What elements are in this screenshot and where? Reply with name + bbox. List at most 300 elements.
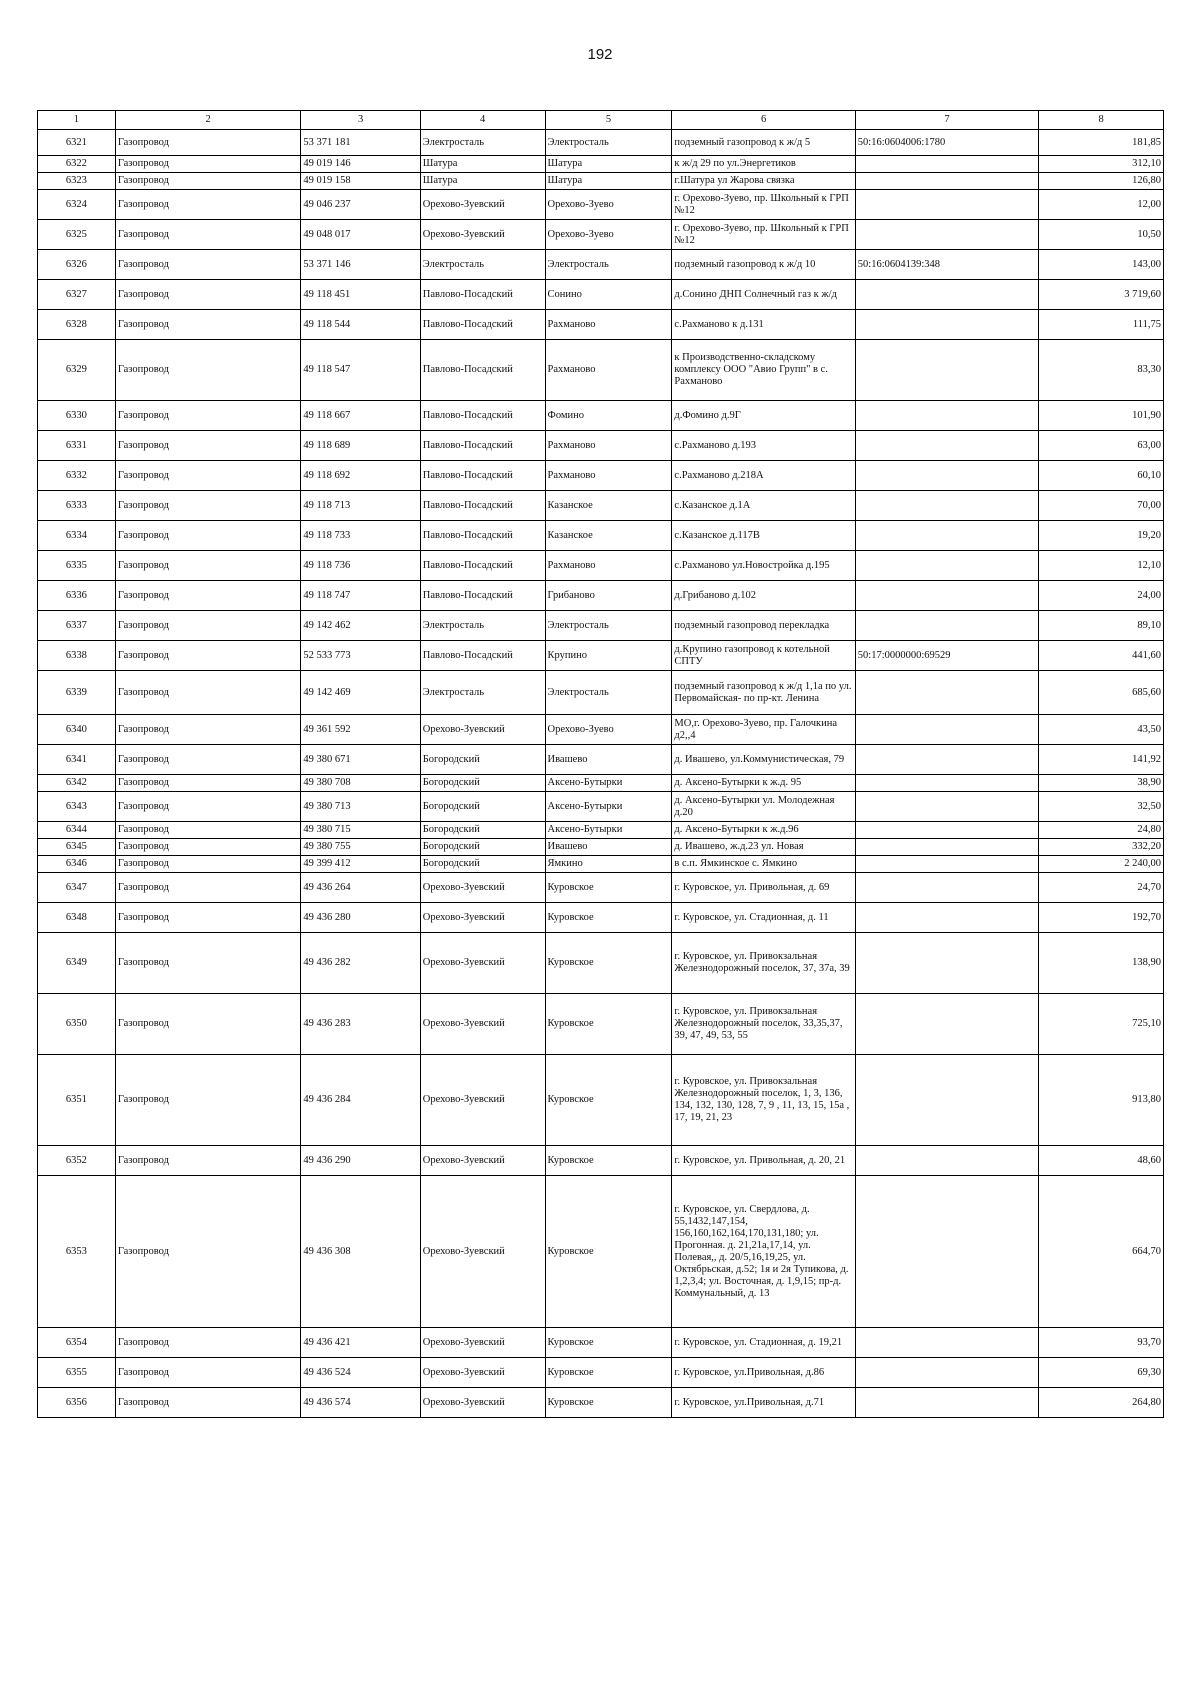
cell-number: 6323: [38, 173, 116, 190]
cell-length: 48,60: [1039, 1146, 1164, 1176]
cell-length: 725,10: [1039, 994, 1164, 1055]
cell-district: Павлово-Посадский: [420, 431, 545, 461]
cell-locality: Ивашево: [545, 839, 672, 856]
cell-type: Газопровод: [115, 715, 301, 745]
cell-address: с.Рахманово д.218А: [672, 461, 855, 491]
cell-cadastral: [855, 792, 1038, 822]
cell-locality: Шатура: [545, 156, 672, 173]
cell-length: 19,20: [1039, 521, 1164, 551]
page-number: 192: [587, 46, 613, 63]
cell-district: Павлово-Посадский: [420, 310, 545, 340]
cell-cadastral: [855, 822, 1038, 839]
cell-type: Газопровод: [115, 340, 301, 401]
cell-code: 49 118 544: [301, 310, 420, 340]
table-row: [38, 220, 1164, 250]
cell-locality: Куровское: [545, 1388, 672, 1418]
cell-address: подземный газопровод к ж/д 10: [672, 250, 855, 280]
cell-code: 49 019 146: [301, 156, 420, 173]
cell-district: Электросталь: [420, 611, 545, 641]
cell-type: Газопровод: [115, 173, 301, 190]
cell-cadastral: [855, 775, 1038, 792]
cell-district: Богородский: [420, 856, 545, 873]
cell-district: Богородский: [420, 822, 545, 839]
registry-table: [37, 110, 1164, 1418]
cell-length: 192,70: [1039, 903, 1164, 933]
cell-address: к Производственно-складскому комплексу ООО "Авио Групп" в с. Рахманово: [672, 340, 855, 401]
cell-code: 49 019 158: [301, 173, 420, 190]
cell-cadastral: 50:17:0000000:69529: [855, 641, 1038, 671]
cell-locality: Электросталь: [545, 130, 672, 156]
cell-cadastral: [855, 839, 1038, 856]
cell-district: Электросталь: [420, 130, 545, 156]
table-row: [38, 775, 1164, 792]
column-header-7: 7: [855, 111, 1038, 130]
cell-address: подземный газопровод к ж/д 1,1а по ул. Первомайская- по пр-кт. Ленина: [672, 671, 855, 715]
cell-code: 49 361 592: [301, 715, 420, 745]
cell-number: 6337: [38, 611, 116, 641]
cell-address: г. Куровское, ул. Привольная, д. 69: [672, 873, 855, 903]
cell-district: Павлово-Посадский: [420, 491, 545, 521]
table-row: [38, 431, 1164, 461]
cell-cadastral: [855, 1328, 1038, 1358]
table-row: [38, 792, 1164, 822]
cell-type: Газопровод: [115, 839, 301, 856]
cell-length: 43,50: [1039, 715, 1164, 745]
cell-locality: Орехово-Зуево: [545, 220, 672, 250]
cell-type: Газопровод: [115, 491, 301, 521]
cell-locality: Электросталь: [545, 250, 672, 280]
cell-district: Богородский: [420, 775, 545, 792]
cell-cadastral: 50:16:0604006:1780: [855, 130, 1038, 156]
table-body: [38, 130, 1164, 1418]
cell-locality: Аксено-Бутырки: [545, 792, 672, 822]
cell-code: 49 118 692: [301, 461, 420, 491]
cell-cadastral: [855, 401, 1038, 431]
cell-number: 6345: [38, 839, 116, 856]
table-row: [38, 903, 1164, 933]
cell-length: 685,60: [1039, 671, 1164, 715]
cell-address: д.Крупино газопровод к котельной СПТУ: [672, 641, 855, 671]
cell-code: 49 048 017: [301, 220, 420, 250]
cell-code: 53 371 146: [301, 250, 420, 280]
cell-number: 6324: [38, 190, 116, 220]
cell-type: Газопровод: [115, 745, 301, 775]
cell-code: 49 118 547: [301, 340, 420, 401]
cell-cadastral: [855, 671, 1038, 715]
cell-code: 49 436 264: [301, 873, 420, 903]
table-row: [38, 340, 1164, 401]
cell-length: 441,60: [1039, 641, 1164, 671]
cell-district: Орехово-Зуевский: [420, 190, 545, 220]
cell-address: д.Фомино д.9Г: [672, 401, 855, 431]
table-row: [38, 611, 1164, 641]
cell-cadastral: [855, 521, 1038, 551]
cell-number: 6350: [38, 994, 116, 1055]
cell-number: 6348: [38, 903, 116, 933]
cell-type: Газопровод: [115, 431, 301, 461]
cell-length: 3 719,60: [1039, 280, 1164, 310]
cell-district: Павлово-Посадский: [420, 521, 545, 551]
cell-code: 49 118 713: [301, 491, 420, 521]
cell-type: Газопровод: [115, 130, 301, 156]
cell-address: г. Куровское, ул. Стадионная, д. 11: [672, 903, 855, 933]
cell-length: 83,30: [1039, 340, 1164, 401]
cell-cadastral: [855, 310, 1038, 340]
table-row: [38, 130, 1164, 156]
table-row: [38, 401, 1164, 431]
cell-type: Газопровод: [115, 1176, 301, 1328]
column-header-1: 1: [38, 111, 116, 130]
cell-length: 12,00: [1039, 190, 1164, 220]
cell-address: с.Казанское д.117В: [672, 521, 855, 551]
cell-cadastral: [855, 551, 1038, 581]
cell-locality: Ямкино: [545, 856, 672, 873]
cell-address: подземный газопровод перекладка: [672, 611, 855, 641]
cell-address: г.Шатура ул Жарова связка: [672, 173, 855, 190]
cell-code: 49 142 462: [301, 611, 420, 641]
cell-code: 49 380 708: [301, 775, 420, 792]
cell-district: Орехово-Зуевский: [420, 903, 545, 933]
cell-number: 6336: [38, 581, 116, 611]
cell-type: Газопровод: [115, 856, 301, 873]
cell-address: МО,г. Орехово-Зуево, пр. Галочкина д2,,4: [672, 715, 855, 745]
cell-locality: Электросталь: [545, 671, 672, 715]
cell-code: 53 371 181: [301, 130, 420, 156]
cell-cadastral: [855, 611, 1038, 641]
cell-district: Павлово-Посадский: [420, 280, 545, 310]
cell-district: Богородский: [420, 745, 545, 775]
cell-district: Шатура: [420, 173, 545, 190]
cell-code: 49 118 667: [301, 401, 420, 431]
cell-code: 49 436 421: [301, 1328, 420, 1358]
cell-code: 49 380 755: [301, 839, 420, 856]
cell-length: 63,00: [1039, 431, 1164, 461]
cell-cadastral: [855, 491, 1038, 521]
cell-number: 6338: [38, 641, 116, 671]
table-row: [38, 461, 1164, 491]
cell-type: Газопровод: [115, 611, 301, 641]
column-header-3: 3: [301, 111, 420, 130]
cell-locality: Сонино: [545, 280, 672, 310]
cell-locality: Рахманово: [545, 551, 672, 581]
cell-code: 49 436 524: [301, 1358, 420, 1388]
cell-cadastral: 50:16:0604139:348: [855, 250, 1038, 280]
cell-code: 49 436 308: [301, 1176, 420, 1328]
cell-cadastral: [855, 280, 1038, 310]
cell-length: 24,00: [1039, 581, 1164, 611]
cell-address: д.Сонино ДНП Солнечный газ к ж/д: [672, 280, 855, 310]
cell-number: 6355: [38, 1358, 116, 1388]
cell-address: г. Орехово-Зуево, пр. Школьный к ГРП №12: [672, 190, 855, 220]
cell-address: г. Куровское, ул.Привольная, д.86: [672, 1358, 855, 1388]
cell-type: Газопровод: [115, 401, 301, 431]
cell-district: Орехово-Зуевский: [420, 1146, 545, 1176]
cell-code: 52 533 773: [301, 641, 420, 671]
cell-code: 49 436 280: [301, 903, 420, 933]
cell-cadastral: [855, 156, 1038, 173]
cell-locality: Рахманово: [545, 340, 672, 401]
cell-address: д. Ивашево, ул.Коммунистическая, 79: [672, 745, 855, 775]
cell-cadastral: [855, 745, 1038, 775]
cell-district: Орехово-Зуевский: [420, 1176, 545, 1328]
table-row: [38, 310, 1164, 340]
cell-number: 6335: [38, 551, 116, 581]
cell-district: Павлово-Посадский: [420, 461, 545, 491]
cell-locality: Куровское: [545, 873, 672, 903]
cell-type: Газопровод: [115, 461, 301, 491]
cell-code: 49 380 713: [301, 792, 420, 822]
cell-number: 6326: [38, 250, 116, 280]
cell-locality: Ивашево: [545, 745, 672, 775]
table-row: [38, 551, 1164, 581]
cell-locality: Грибаново: [545, 581, 672, 611]
cell-locality: Казанское: [545, 521, 672, 551]
cell-address: г. Куровское, ул.Привольная, д.71: [672, 1388, 855, 1418]
cell-length: 143,00: [1039, 250, 1164, 280]
cell-locality: Рахманово: [545, 310, 672, 340]
cell-address: подземный газопровод к ж/д 5: [672, 130, 855, 156]
cell-address: г. Куровское, ул. Привокзальная Железнодорожный поселок, 1, 3, 136, 134, 132, 130, 128, 7, 9 , 11, 13, 15, 15а , 17, 19, 21, 23: [672, 1055, 855, 1146]
cell-length: 70,00: [1039, 491, 1164, 521]
table-row: [38, 190, 1164, 220]
cell-locality: Казанское: [545, 491, 672, 521]
table-row: [38, 173, 1164, 190]
table-row: [38, 581, 1164, 611]
cell-number: 6331: [38, 431, 116, 461]
table-row: [38, 491, 1164, 521]
cell-locality: Рахманово: [545, 431, 672, 461]
cell-cadastral: [855, 933, 1038, 994]
cell-number: 6343: [38, 792, 116, 822]
cell-length: 12,10: [1039, 551, 1164, 581]
cell-code: 49 399 412: [301, 856, 420, 873]
cell-number: 6321: [38, 130, 116, 156]
cell-address: д. Аксено-Бутырки к ж.д. 95: [672, 775, 855, 792]
table-row: [38, 521, 1164, 551]
table-row: [38, 856, 1164, 873]
cell-address: г. Куровское, ул. Привокзальная Железнодорожный поселок, 33,35,37, 39, 47, 49, 53, 55: [672, 994, 855, 1055]
header-row: [38, 111, 1164, 130]
cell-number: 6327: [38, 280, 116, 310]
cell-district: Павлово-Посадский: [420, 641, 545, 671]
table-row: [38, 1358, 1164, 1388]
cell-code: 49 118 451: [301, 280, 420, 310]
cell-length: 24,70: [1039, 873, 1164, 903]
cell-number: 6328: [38, 310, 116, 340]
cell-type: Газопровод: [115, 873, 301, 903]
cell-district: Орехово-Зуевский: [420, 220, 545, 250]
cell-code: 49 142 469: [301, 671, 420, 715]
cell-district: Орехово-Зуевский: [420, 994, 545, 1055]
cell-number: 6352: [38, 1146, 116, 1176]
cell-address: с.Казанское д.1А: [672, 491, 855, 521]
cell-cadastral: [855, 1388, 1038, 1418]
cell-locality: Рахманово: [545, 461, 672, 491]
table-row: [38, 671, 1164, 715]
table-row: [38, 933, 1164, 994]
table-row: [38, 1176, 1164, 1328]
cell-type: Газопровод: [115, 581, 301, 611]
cell-code: 49 380 715: [301, 822, 420, 839]
cell-type: Газопровод: [115, 1388, 301, 1418]
table-row: [38, 280, 1164, 310]
cell-cadastral: [855, 1358, 1038, 1388]
cell-cadastral: [855, 220, 1038, 250]
cell-locality: Аксено-Бутырки: [545, 775, 672, 792]
cell-district: Орехово-Зуевский: [420, 1388, 545, 1418]
cell-address: г. Куровское, ул. Привокзальная Железнодорожный поселок, 37, 37а, 39: [672, 933, 855, 994]
cell-length: 141,92: [1039, 745, 1164, 775]
cell-type: Газопровод: [115, 1146, 301, 1176]
table-row: [38, 250, 1164, 280]
cell-length: 38,90: [1039, 775, 1164, 792]
cell-length: 60,10: [1039, 461, 1164, 491]
cell-code: 49 118 689: [301, 431, 420, 461]
cell-address: с.Рахманово д.193: [672, 431, 855, 461]
cell-cadastral: [855, 1146, 1038, 1176]
table-row: [38, 839, 1164, 856]
cell-district: Павлово-Посадский: [420, 581, 545, 611]
cell-number: 6342: [38, 775, 116, 792]
column-header-8: 8: [1039, 111, 1164, 130]
cell-cadastral: [855, 190, 1038, 220]
cell-code: 49 380 671: [301, 745, 420, 775]
cell-length: 332,20: [1039, 839, 1164, 856]
cell-type: Газопровод: [115, 280, 301, 310]
cell-number: 6322: [38, 156, 116, 173]
cell-length: 24,80: [1039, 822, 1164, 839]
cell-district: Орехово-Зуевский: [420, 715, 545, 745]
cell-cadastral: [855, 1055, 1038, 1146]
cell-district: Орехово-Зуевский: [420, 873, 545, 903]
cell-length: 913,80: [1039, 1055, 1164, 1146]
cell-code: 49 436 284: [301, 1055, 420, 1146]
table-header: [38, 111, 1164, 130]
table-row: [38, 1388, 1164, 1418]
cell-district: Богородский: [420, 839, 545, 856]
cell-number: 6333: [38, 491, 116, 521]
cell-number: 6339: [38, 671, 116, 715]
cell-locality: Крупино: [545, 641, 672, 671]
column-header-6: 6: [672, 111, 855, 130]
cell-district: Электросталь: [420, 250, 545, 280]
cell-locality: Куровское: [545, 933, 672, 994]
cell-cadastral: [855, 873, 1038, 903]
cell-code: 49 118 736: [301, 551, 420, 581]
cell-type: Газопровод: [115, 671, 301, 715]
table-row: [38, 745, 1164, 775]
cell-number: 6344: [38, 822, 116, 839]
cell-type: Газопровод: [115, 1055, 301, 1146]
cell-type: Газопровод: [115, 775, 301, 792]
cell-length: 89,10: [1039, 611, 1164, 641]
cell-locality: Фомино: [545, 401, 672, 431]
cell-number: 6340: [38, 715, 116, 745]
cell-length: 181,85: [1039, 130, 1164, 156]
cell-length: 138,90: [1039, 933, 1164, 994]
column-header-2: 2: [115, 111, 301, 130]
cell-code: 49 436 283: [301, 994, 420, 1055]
cell-address: д. Аксено-Бутырки к ж.д.96: [672, 822, 855, 839]
cell-number: 6329: [38, 340, 116, 401]
cell-district: Орехово-Зуевский: [420, 933, 545, 994]
cell-locality: Куровское: [545, 1328, 672, 1358]
cell-number: 6330: [38, 401, 116, 431]
cell-number: 6354: [38, 1328, 116, 1358]
cell-code: 49 436 282: [301, 933, 420, 994]
cell-locality: Куровское: [545, 994, 672, 1055]
cell-address: в с.п. Ямкинское с. Ямкино: [672, 856, 855, 873]
cell-number: 6334: [38, 521, 116, 551]
cell-address: с.Рахманово ул.Новостройка д.195: [672, 551, 855, 581]
cell-type: Газопровод: [115, 1358, 301, 1388]
cell-locality: Электросталь: [545, 611, 672, 641]
cell-district: Орехово-Зуевский: [420, 1328, 545, 1358]
cell-number: 6332: [38, 461, 116, 491]
cell-type: Газопровод: [115, 250, 301, 280]
table-row: [38, 1055, 1164, 1146]
cell-locality: Куровское: [545, 1146, 672, 1176]
cell-number: 6349: [38, 933, 116, 994]
cell-district: Шатура: [420, 156, 545, 173]
cell-length: 101,90: [1039, 401, 1164, 431]
cell-number: 6351: [38, 1055, 116, 1146]
cell-type: Газопровод: [115, 521, 301, 551]
cell-cadastral: [855, 1176, 1038, 1328]
table-row: [38, 641, 1164, 671]
cell-length: 69,30: [1039, 1358, 1164, 1388]
cell-cadastral: [855, 903, 1038, 933]
cell-address: д. Ивашево, ж.д.23 ул. Новая: [672, 839, 855, 856]
table-row: [38, 1146, 1164, 1176]
cell-type: Газопровод: [115, 190, 301, 220]
cell-locality: Орехово-Зуево: [545, 715, 672, 745]
cell-length: 126,80: [1039, 173, 1164, 190]
cell-district: Орехово-Зуевский: [420, 1358, 545, 1388]
cell-type: Газопровод: [115, 156, 301, 173]
cell-district: Павлово-Посадский: [420, 401, 545, 431]
cell-cadastral: [855, 173, 1038, 190]
cell-type: Газопровод: [115, 903, 301, 933]
cell-cadastral: [855, 994, 1038, 1055]
cell-length: 93,70: [1039, 1328, 1164, 1358]
cell-code: 49 118 733: [301, 521, 420, 551]
cell-address: г. Куровское, ул. Стадионная, д. 19,21: [672, 1328, 855, 1358]
table-row: [38, 994, 1164, 1055]
cell-type: Газопровод: [115, 310, 301, 340]
cell-type: Газопровод: [115, 551, 301, 581]
cell-locality: Куровское: [545, 1358, 672, 1388]
cell-cadastral: [855, 581, 1038, 611]
table-row: [38, 873, 1164, 903]
cell-locality: Куровское: [545, 903, 672, 933]
cell-type: Газопровод: [115, 994, 301, 1055]
cell-number: 6346: [38, 856, 116, 873]
cell-address: д. Аксено-Бутырки ул. Молодежная д.20: [672, 792, 855, 822]
cell-locality: Шатура: [545, 173, 672, 190]
cell-locality: Куровское: [545, 1176, 672, 1328]
column-header-4: 4: [420, 111, 545, 130]
cell-number: 6353: [38, 1176, 116, 1328]
cell-cadastral: [855, 461, 1038, 491]
cell-district: Павлово-Посадский: [420, 340, 545, 401]
cell-district: Павлово-Посадский: [420, 551, 545, 581]
cell-district: Орехово-Зуевский: [420, 1055, 545, 1146]
cell-code: 49 046 237: [301, 190, 420, 220]
cell-cadastral: [855, 431, 1038, 461]
column-header-5: 5: [545, 111, 672, 130]
cell-address: г. Орехово-Зуево, пр. Школьный к ГРП №12: [672, 220, 855, 250]
